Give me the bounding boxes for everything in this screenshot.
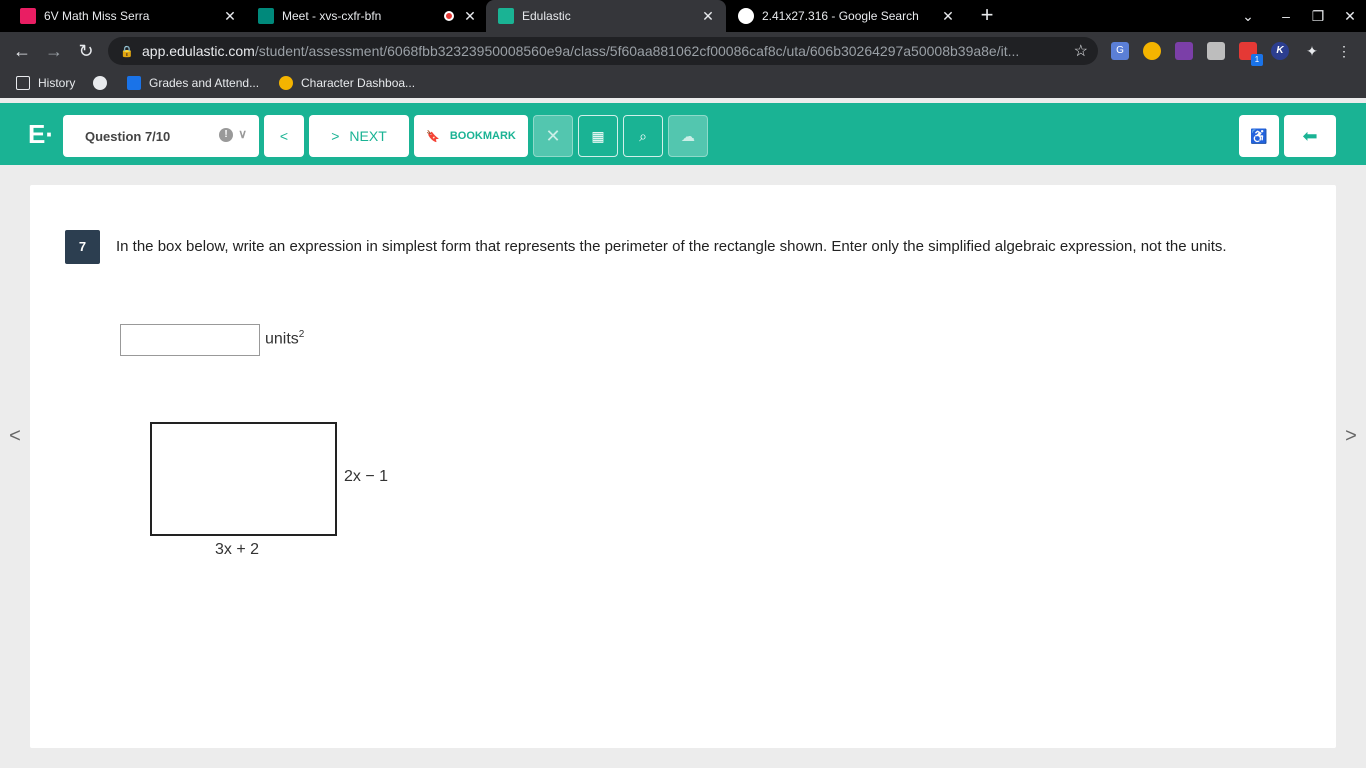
rectangle-bottom-label: 3x + 2: [215, 541, 260, 558]
bookmark-globe[interactable]: [93, 76, 115, 90]
browser-toolbar: [0, 32, 1366, 70]
scratchpad-button[interactable]: [578, 115, 618, 157]
next-arrow-icon[interactable]: >: [1345, 425, 1357, 447]
flag-extension-icon[interactable]: [1239, 42, 1260, 64]
recording-icon: [444, 11, 454, 21]
character-icon: [279, 76, 293, 90]
question-card: [30, 185, 1336, 748]
globe-icon: [93, 76, 107, 90]
chevron-left-icon: <: [279, 128, 289, 144]
next-label: NEXT: [349, 128, 387, 144]
k-extension-icon[interactable]: K: [1271, 42, 1289, 60]
units-text: units: [265, 330, 299, 348]
lock-icon: 🔒: [120, 45, 134, 58]
bookmarks-bar: [0, 70, 1366, 98]
previous-button[interactable]: [264, 115, 304, 157]
question-number: 7: [65, 230, 100, 264]
previous-arrow-icon[interactable]: <: [9, 425, 21, 447]
url-host: app.edulastic.com: [142, 43, 255, 59]
meet-icon: [258, 8, 274, 24]
bookmark-history[interactable]: [16, 76, 75, 90]
tab-title: 6V Math Miss Serra: [44, 9, 150, 23]
new-tab-button[interactable]: +: [980, 2, 994, 27]
tab-classroom[interactable]: [0, 0, 248, 32]
drive-extension-icon[interactable]: [1143, 42, 1161, 60]
tab-search-icon[interactable]: ⌄: [1242, 8, 1254, 24]
screencast-extension-icon[interactable]: [1207, 42, 1225, 60]
close-icon: ✕: [545, 125, 561, 146]
bookmark-label: BOOKMARK: [449, 130, 516, 142]
restore-icon[interactable]: ❐: [1311, 8, 1325, 24]
scratchpad-icon: ▦: [591, 127, 605, 144]
magnifier-button[interactable]: [623, 115, 663, 157]
tab-edulastic[interactable]: [486, 0, 726, 32]
question-text: In the box below, write an expression in simplest form that represents the perimeter of the rectangle shown. Enter only the simplified algebraic expression, not the units.: [116, 238, 1227, 255]
translate-extension-icon[interactable]: G: [1111, 42, 1129, 60]
close-icon[interactable]: ✕: [224, 7, 236, 24]
rectangle-side-label: 2x − 1: [344, 468, 389, 485]
units-label: [265, 329, 304, 348]
back-icon[interactable]: ←: [13, 41, 31, 61]
tab-google-search[interactable]: [726, 0, 966, 32]
star-icon[interactable]: ☆: [1073, 43, 1088, 60]
window-close-icon[interactable]: ✕: [1344, 8, 1356, 24]
menu-icon[interactable]: ⋮: [1337, 43, 1351, 59]
url-path: /student/assessment/6068fbb32323950008560e9a/class/5f60aa881062cf00086caf8c/uta/606b30264297a50008b39a8e/it...: [254, 43, 1020, 59]
puzzle-icon[interactable]: ✦: [1306, 43, 1318, 59]
close-icon[interactable]: ✕: [464, 7, 476, 24]
question-selector[interactable]: [63, 115, 259, 157]
bookmark-label: Grades and Attend...: [149, 76, 260, 90]
bookmark-label: Character Dashboa...: [301, 76, 416, 90]
edulastic-logo: E·: [28, 119, 54, 149]
chevron-down-icon: ∨: [238, 127, 247, 141]
tab-title: Edulastic: [522, 9, 571, 23]
folder-icon: [16, 76, 30, 90]
tab-title: 2.41x27.316 - Google Search: [762, 9, 919, 23]
app-header: [0, 103, 1366, 165]
google-icon: [738, 8, 754, 24]
address-bar[interactable]: [108, 37, 1098, 65]
cloud-upload-icon: ☁: [681, 127, 695, 144]
close-icon[interactable]: ✕: [942, 7, 954, 24]
answer-input[interactable]: [120, 324, 260, 356]
exit-arrow-icon: ⬅: [1302, 125, 1318, 146]
bookmark-label: History: [38, 76, 76, 90]
bookmark-character[interactable]: [279, 76, 415, 90]
bookmark-grades[interactable]: [127, 76, 259, 90]
accessibility-button[interactable]: [1239, 115, 1279, 157]
exit-button[interactable]: [1284, 115, 1336, 157]
minimize-icon[interactable]: –: [1282, 8, 1290, 24]
tab-title: Meet - xvs-cxfr-bfn: [282, 9, 382, 23]
units-exponent: 2: [298, 329, 305, 340]
rectangle-diagram: [150, 422, 337, 536]
crossout-button[interactable]: [533, 115, 573, 157]
forward-icon[interactable]: →: [45, 41, 63, 61]
readwrite-extension-icon[interactable]: [1175, 42, 1193, 60]
tab-meet[interactable]: [238, 0, 488, 32]
next-button[interactable]: [309, 115, 409, 157]
bookmark-button[interactable]: [414, 115, 528, 157]
save-button[interactable]: [668, 115, 708, 157]
question-selector-label: Question 7/10: [85, 128, 171, 144]
close-icon[interactable]: ✕: [702, 7, 714, 24]
info-icon: !: [219, 128, 233, 142]
classroom-icon: [20, 8, 36, 24]
edulastic-icon: [498, 8, 514, 24]
chevron-right-icon: >: [331, 128, 340, 144]
accessibility-icon: ♿: [1250, 127, 1268, 144]
extension-badge: 1: [1251, 54, 1263, 66]
tab-strip: [0, 0, 1366, 32]
bookmark-icon: 🔖: [426, 130, 440, 143]
reload-icon[interactable]: ↻: [78, 41, 94, 61]
search-icon: ⌕: [639, 127, 647, 144]
powerschool-icon: [127, 76, 141, 90]
